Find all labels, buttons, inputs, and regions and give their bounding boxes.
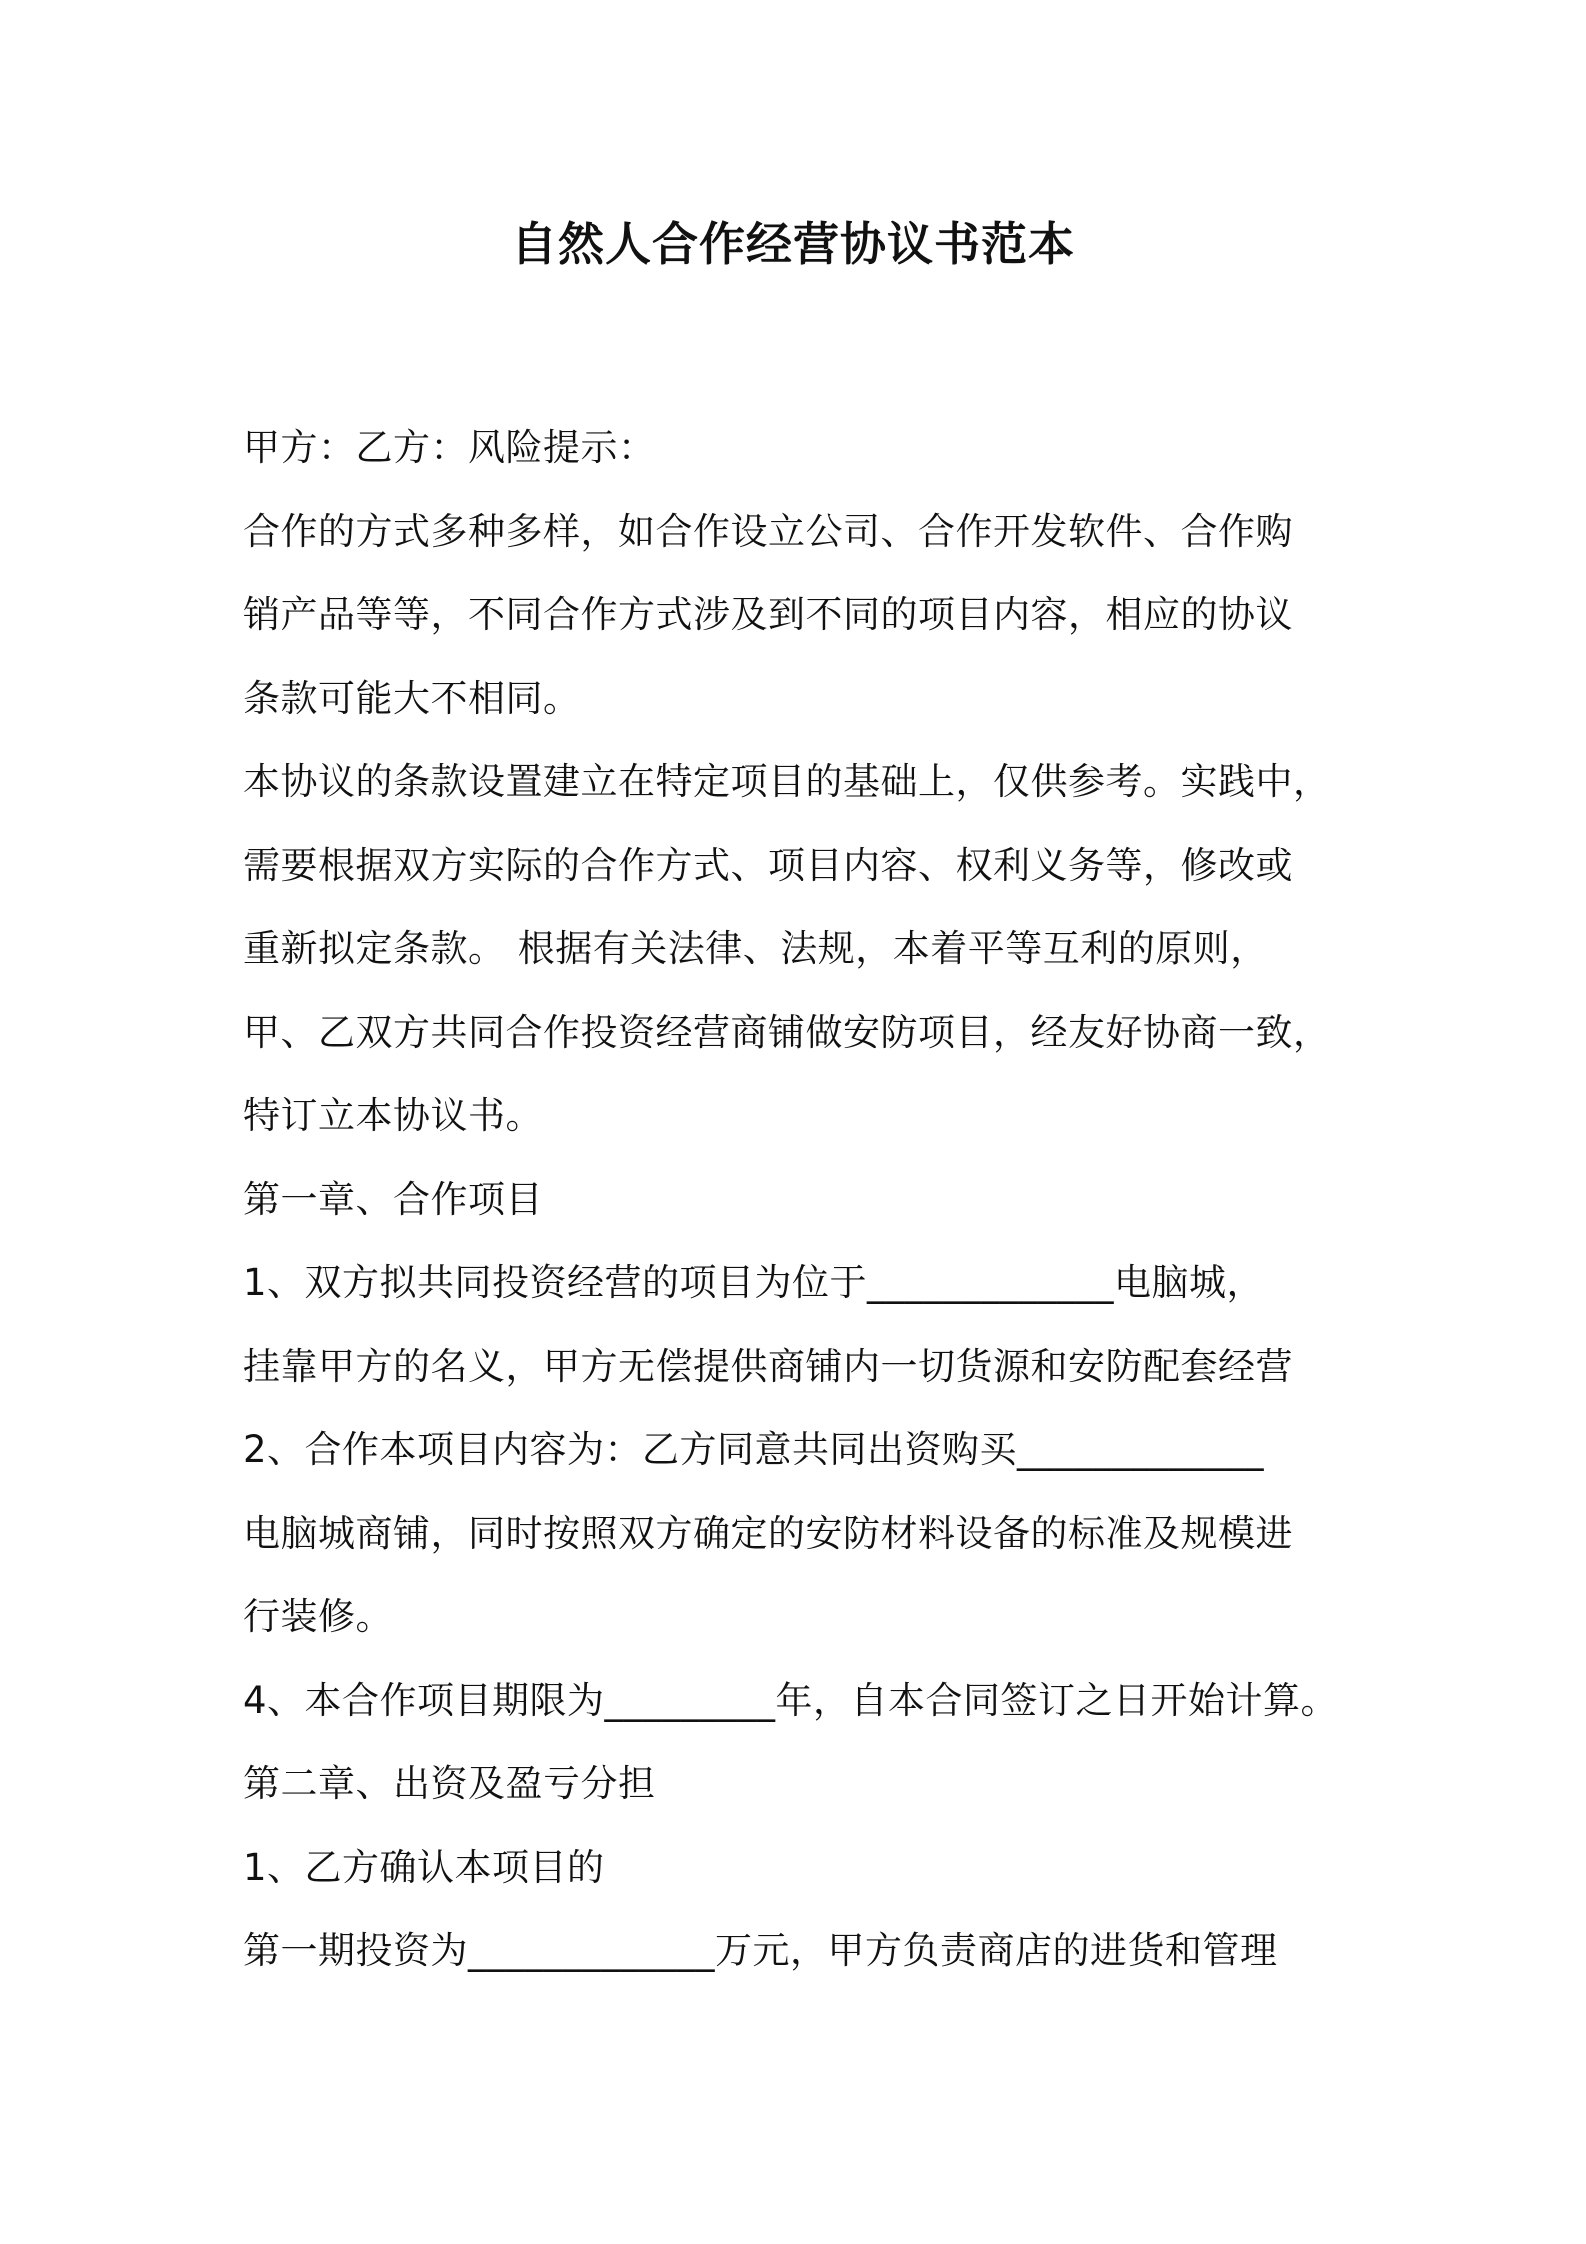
chapter-heading: 第二章、出资及盈亏分担 (243, 1762, 656, 1805)
body-line: 电脑城商铺，同时按照双方确定的安防材料设备的标准及规模进 (243, 1511, 1293, 1555)
body-line: 需要根据双方实际的合作方式、项目内容、权利义务等，修改或 (243, 843, 1293, 887)
body-line: 1、双方拟共同投资经营的项目为位于_____________电脑城， (243, 1261, 1265, 1304)
body-line: 重新拟定条款。 根据有关法律、法规，本着平等互利的原则， (243, 927, 1268, 970)
body-line: 2、合作本项目内容为：乙方同意共同出资购买_____________ (243, 1428, 1265, 1471)
body-line: 特订立本协议书。 (243, 1094, 543, 1137)
body-line: 第一期投资为_____________万元，甲方负责商店的进货和管理 (243, 1929, 1278, 1972)
body-line: 甲方：乙方：风险提示： (243, 426, 656, 469)
body-line: 本协议的条款设置建立在特定项目的基础上，仅供参考。实践中， (243, 760, 1331, 803)
body-line: 1、乙方确认本项目的 (243, 1845, 605, 1889)
body-line: 挂靠甲方的名义，甲方无偿提供商铺内一切货源和安防配套经营 (243, 1344, 1293, 1388)
body-line: 4、本合作项目期限为_________年，自本合同签订之日开始计算。 (243, 1678, 1339, 1722)
body-line: 合作的方式多种多样，如合作设立公司、合作开发软件、合作购 (243, 509, 1293, 553)
body-line: 甲、乙双方共同合作投资经营商铺做安防项目，经友好协商一致， (243, 1010, 1331, 1054)
document-title: 自然人合作经营协议书范本 (511, 217, 1075, 271)
body-line: 条款可能大不相同。 (243, 676, 581, 720)
body-line: 销产品等等，不同合作方式涉及到不同的项目内容，相应的协议 (243, 593, 1293, 636)
document-body (243, 406, 1353, 1993)
body-line: 行装修。 (243, 1595, 393, 1638)
chapter-heading: 第一章、合作项目 (243, 1177, 543, 1221)
